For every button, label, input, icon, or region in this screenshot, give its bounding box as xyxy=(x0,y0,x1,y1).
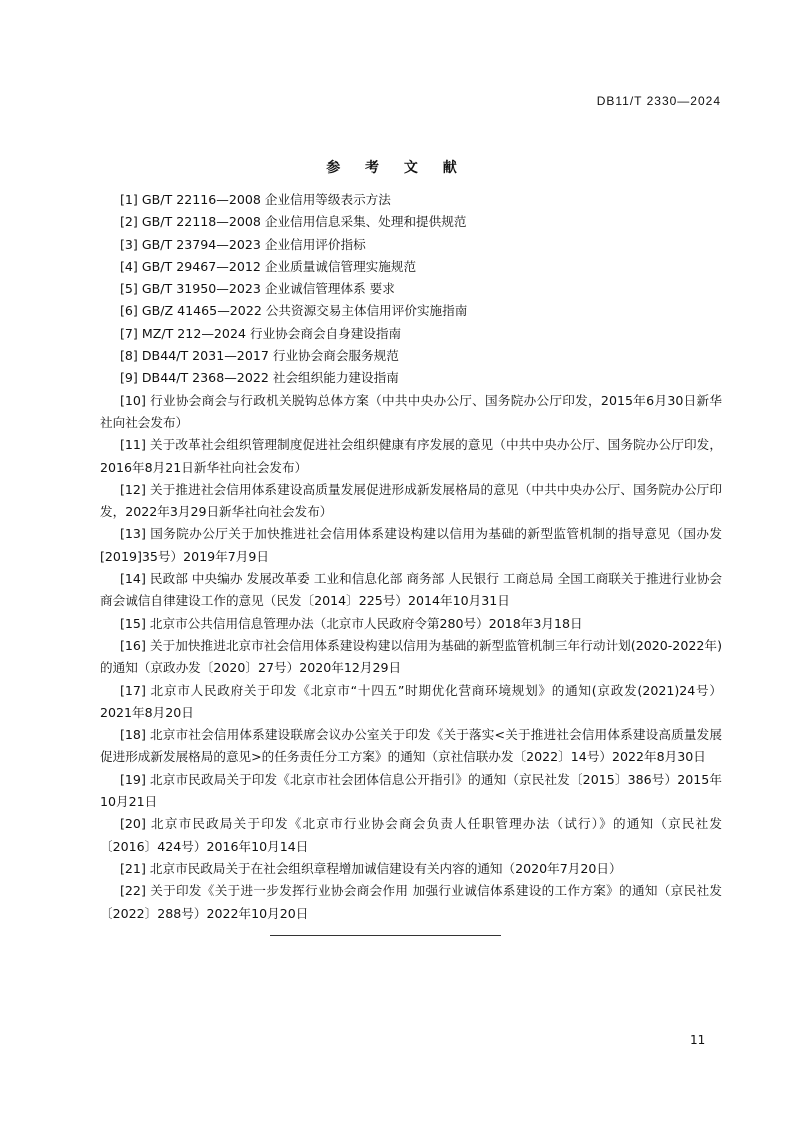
reference-item xyxy=(100,769,722,814)
reference-item xyxy=(100,635,722,680)
reference-text: 北京市民政局关于在社会组织章程增加诚信建设有关内容的通知（2020年7月20日） xyxy=(149,860,622,876)
reference-text: GB/T 29467—2012 企业质量诚信管理实施规范 xyxy=(141,258,417,274)
reference-number: [8] xyxy=(120,348,138,364)
reference-number: [4] xyxy=(120,258,138,274)
reference-item xyxy=(100,256,722,278)
reference-item xyxy=(100,367,722,389)
reference-number: [18] xyxy=(120,727,146,743)
reference-number: [20] xyxy=(120,816,146,832)
reference-item xyxy=(100,234,722,256)
reference-item xyxy=(100,858,722,880)
reference-number: [14] xyxy=(120,571,146,587)
page-number: 11 xyxy=(690,1033,706,1047)
document-code-header: DB11/T 2330—2024 xyxy=(596,94,721,108)
reference-text: DB44/T 2368—2022 社会组织能力建设指南 xyxy=(141,370,399,386)
reference-item xyxy=(100,323,722,345)
reference-number: [5] xyxy=(120,281,138,297)
reference-number: [13] xyxy=(120,526,146,542)
reference-text: GB/T 31950—2023 企业诚信管理体系 要求 xyxy=(141,281,395,297)
reference-text: 行业协会商会与行政机关脱钩总体方案（中共中央办公厅、国务院办公厅印发，2015年6月30日新华社向社会发布） xyxy=(100,392,722,430)
reference-item xyxy=(100,613,722,635)
reference-number: [12] xyxy=(120,481,146,497)
reference-list xyxy=(100,189,722,925)
reference-number: [2] xyxy=(120,214,138,230)
reference-item xyxy=(100,880,722,925)
reference-text: GB/Z 41465—2022 公共资源交易主体信用评价实施指南 xyxy=(141,303,468,319)
reference-number: [10] xyxy=(120,392,146,408)
reference-text: GB/T 22118—2008 企业信用信息采集、处理和提供规范 xyxy=(141,214,467,230)
reference-number: [11] xyxy=(120,437,146,453)
reference-item xyxy=(100,189,722,211)
reference-item xyxy=(100,211,722,233)
reference-number: [22] xyxy=(120,883,146,899)
reference-item xyxy=(100,813,722,858)
reference-number: [16] xyxy=(120,637,146,653)
reference-number: [6] xyxy=(120,303,138,319)
reference-item xyxy=(100,434,722,479)
end-divider xyxy=(270,935,501,936)
reference-text: 北京市公共信用信息管理办法（北京市人民政府令第280号）2018年3月18日 xyxy=(149,615,583,631)
reference-text: 北京市民政局关于印发《北京市社会团体信息公开指引》的通知（京民社发〔2015〕386号）2015年10月21日 xyxy=(100,771,722,810)
reference-text: GB/T 23794—2023 企业信用评价指标 xyxy=(141,236,366,252)
reference-number: [19] xyxy=(120,771,146,787)
reference-text: 北京市民政局关于印发《北京市行业协会商会负责人任职管理办法（试行）》的通知（京民社发〔2016〕424号）2016年10月14日 xyxy=(100,816,722,854)
reference-text: 关于推进社会信用体系建设高质量发展促进形成新发展格局的意见（中共中央办公厅、国务院办公厅印发，2022年3月29日新华社向社会发布） xyxy=(100,481,722,520)
reference-number: [1] xyxy=(120,192,138,207)
reference-number: [3] xyxy=(120,236,138,252)
reference-item xyxy=(100,300,722,322)
page-title: 参 考 文 献 xyxy=(326,160,467,176)
reference-item xyxy=(100,523,722,568)
reference-item xyxy=(100,568,722,613)
reference-item xyxy=(100,724,722,769)
reference-number: [15] xyxy=(120,615,146,631)
reference-text: DB44/T 2031—2017 行业协会商会服务规范 xyxy=(141,348,399,364)
reference-text: MZ/T 212—2024 行业协会商会自身建设指南 xyxy=(141,325,402,341)
reference-text: GB/T 22116—2008 企业信用等级表示方法 xyxy=(141,192,391,207)
reference-number: [17] xyxy=(120,682,146,698)
reference-item xyxy=(100,345,722,367)
reference-item xyxy=(100,278,722,300)
reference-text: 关于改革社会组织管理制度促进社会组织健康有序发展的意见（中共中央办公厅、国务院办公厅印发，2016年8月21日新华社向社会发布） xyxy=(100,437,722,475)
reference-text: 北京市人民政府关于印发《北京市“十四五”时期优化营商环境规划》的通知(京政发(2021)24号）2021年8月20日 xyxy=(100,682,722,720)
reference-text: 北京市社会信用体系建设联席会议办公室关于印发《关于落实<关于推进社会信用体系建设高质量发展促进形成新发展格局的意见>的任务责任分工方案》的通知（京社信联办发〔2022〕14号）2022年8月30日 xyxy=(100,727,722,765)
reference-number: [21] xyxy=(120,860,146,876)
reference-text: 民政部 中央编办 发展改革委 工业和信息化部 商务部 人民银行 工商总局 全国工商联关于推进行业协会商会诚信自律建设工作的意见（民发〔2014〕225号）2014年10月31日 xyxy=(100,571,722,609)
reference-item xyxy=(100,390,722,435)
reference-item xyxy=(100,680,722,725)
reference-text: 关于印发《关于进一步发挥行业协会商会作用 加强行业诚信体系建设的工作方案》的通知（京民社发〔2022〕288号）2022年10月20日 xyxy=(100,883,722,921)
reference-item xyxy=(100,479,722,524)
reference-number: [7] xyxy=(120,325,138,341)
reference-text: 国务院办公厅关于加快推进社会信用体系建设构建以信用为基础的新型监管机制的指导意见（国办发[2019]35号）2019年7月9日 xyxy=(100,526,722,564)
reference-text: 关于加快推进北京市社会信用体系建设构建以信用为基础的新型监管机制三年行动计划(2020-2022年)的通知（京政办发〔2020〕27号）2020年12月29日 xyxy=(100,637,722,676)
reference-number: [9] xyxy=(120,370,138,386)
